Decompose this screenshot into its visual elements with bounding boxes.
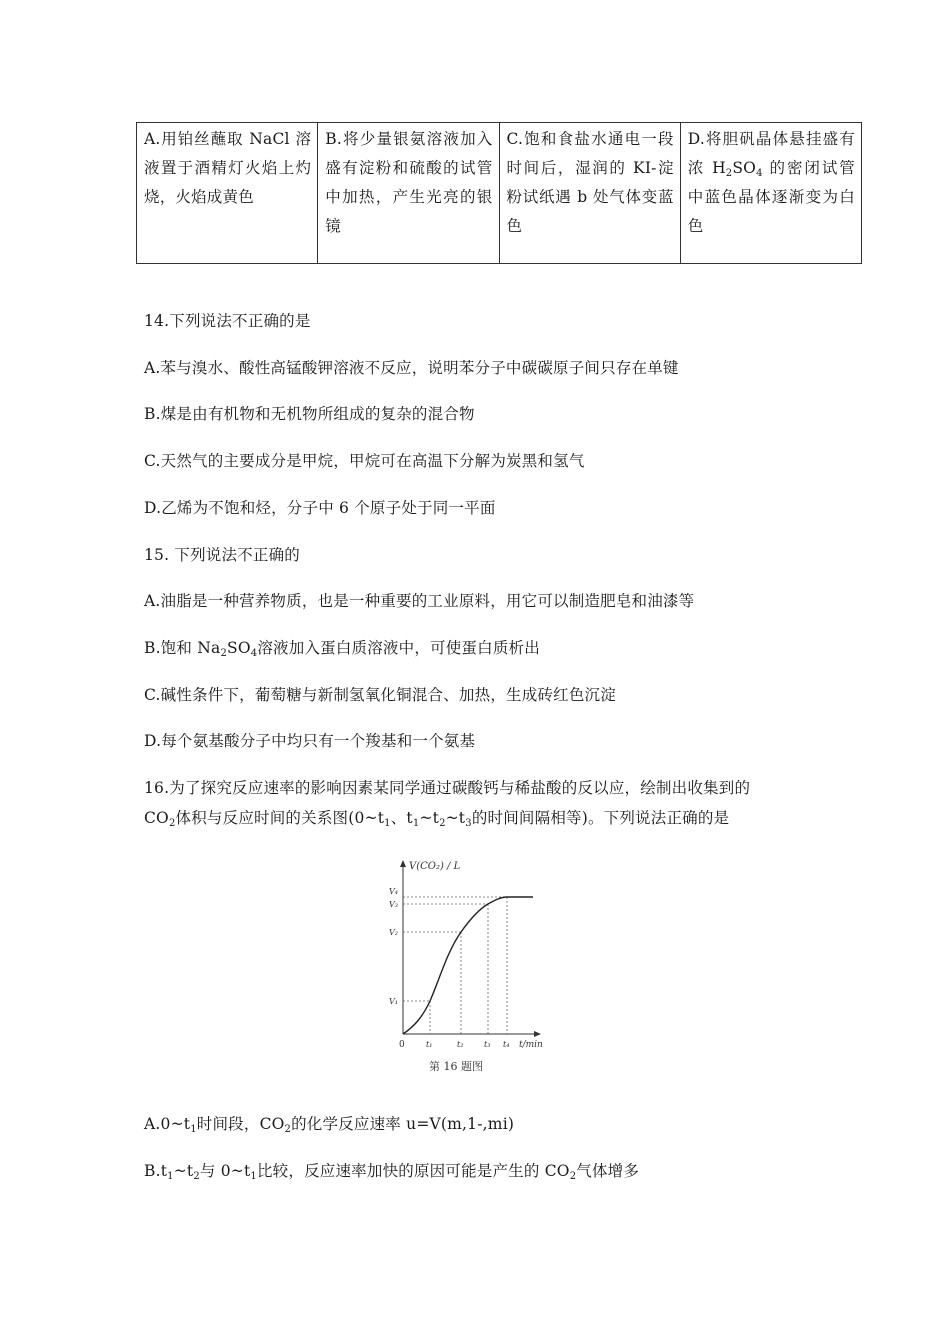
y-axis-arrow: [400, 860, 406, 867]
q14-option-b: B.煤是由有机物和无机物所组成的复杂的混合物: [144, 405, 475, 423]
q16-stem-line2: [144, 806, 729, 828]
text-run: A.0~t: [144, 1115, 191, 1133]
text-run: 的时间间隔相等)。下列说法正确的是: [471, 809, 730, 827]
q14-stem: 14.下列说法不正确的是: [144, 312, 311, 330]
guide-lines: [403, 897, 507, 1034]
subscript: 1: [190, 1124, 197, 1135]
q14-option-d: D.乙烯为不饱和烃，分子中 6 个原子处于同一平面: [144, 499, 496, 517]
q15-option-c: C.碱性条件下，葡萄糖与新制氢氧化铜混合、加热，生成砖红色沉淀: [144, 686, 616, 704]
text-run: 、t: [390, 809, 413, 827]
text-run: ~t: [173, 1162, 194, 1180]
option-text: SO: [732, 159, 757, 177]
text-run: 气体增多: [576, 1162, 640, 1180]
subscript: 1: [250, 1171, 257, 1182]
figure-caption: 第 16 题图: [429, 1060, 483, 1073]
option-text: 的密闭试管中蓝色晶体逐渐变为白色: [687, 159, 855, 235]
subscript: 1: [412, 818, 420, 829]
q14-option-c: C.天然气的主要成分是甲烷，甲烷可在高温下分解为炭黑和氢气: [144, 452, 585, 470]
subscript: 1: [167, 1171, 174, 1182]
subscript: 2: [439, 818, 446, 829]
text-run: SO: [227, 639, 251, 657]
q16-option-b: [144, 1159, 639, 1181]
option-text: 饱和食盐水通电一段时间后，湿润的 KI-淀粉试纸遇 b 处气体变蓝色: [506, 130, 674, 235]
q16-stem-line1: 16.为了探究反应速率的影响因素某同学通过碳酸钙与稀盐酸的反以应，绘制出收集到的: [144, 779, 751, 797]
q15-option-b: [144, 636, 540, 658]
subscript: 2: [569, 1171, 577, 1182]
text-run: B.饱和 Na: [144, 639, 221, 657]
y-tick-v1: V₁: [389, 997, 398, 1006]
text-run: 与 0~t: [199, 1162, 251, 1180]
option-label: B.: [325, 130, 342, 148]
origin-label: 0: [399, 1040, 405, 1050]
options-table: [136, 122, 862, 264]
subscript: 2: [220, 648, 228, 659]
volume-curve: [403, 897, 533, 1034]
text-run: 体积与反应时间的关系图(0~t: [175, 809, 385, 827]
option-label: C.: [506, 130, 524, 148]
subscript: 2: [193, 1171, 200, 1182]
q15-stem: 15. 下列说法不正确的: [144, 546, 300, 564]
option-text: 将胆矾晶体悬挂盛有浓 H: [687, 130, 855, 177]
x-tick-t1: t₁: [426, 1040, 433, 1049]
x-tick-t4: t₄: [503, 1040, 510, 1049]
x-tick-t2: t₂: [457, 1040, 464, 1049]
q14-option-a: A.苯与溴水、酸性高锰酸钾溶液不反应，说明苯分子中碳碳原子间只存在单键: [144, 359, 679, 377]
text-run: 的化学反应速率 u=V(m,1-,mi): [291, 1115, 515, 1133]
option-label: A.: [144, 130, 161, 148]
subscript: 2: [284, 1124, 292, 1135]
text-run: ~t: [445, 809, 466, 827]
option-cell-c: [499, 123, 680, 264]
text-run: ~t: [419, 809, 440, 827]
text-run: 比较，反应速率加快的原因可能是产生的 CO: [256, 1162, 570, 1180]
text-run: B.t: [144, 1162, 168, 1180]
subscript: 4: [756, 168, 763, 179]
y-tick-v3: V₃: [389, 900, 398, 909]
option-cell-a: [137, 123, 318, 264]
text-run: 时间段，CO: [196, 1115, 285, 1133]
subscript: 2: [725, 168, 733, 179]
option-text: 将少量银氨溶液加入盛有淀粉和硫酸的试管中加热，产生光亮的银镜: [325, 130, 493, 235]
subscript: 4: [250, 648, 258, 659]
y-tick-v4: V₄: [389, 887, 398, 896]
x-axis-arrow: [534, 1031, 541, 1037]
option-cell-b: [318, 123, 499, 264]
text-run: CO: [144, 809, 169, 827]
x-axis-label: t/min: [519, 1040, 543, 1050]
subscript: 1: [384, 818, 391, 829]
option-text: 用铂丝蘸取 NaCl 溶液置于酒精灯火焰上灼烧，火焰成黄色: [144, 130, 312, 206]
text-run: 溶液加入蛋白质溶液中，可使蛋白质析出: [257, 639, 540, 657]
q16-figure: [385, 856, 550, 1086]
option-label: D.: [687, 130, 705, 148]
x-tick-t3: t₃: [484, 1040, 491, 1049]
q16-option-a: [144, 1112, 514, 1134]
y-axis-label: V(CO₂) / L: [409, 861, 461, 872]
q15-option-a: A.油脂是一种营养物质，也是一种重要的工业原料，用它可以制造肥皂和油漆等: [144, 592, 695, 610]
q15-option-d: D.每个氨基酸分子中均只有一个羧基和一个氨基: [144, 732, 476, 750]
y-tick-v2: V₂: [389, 928, 398, 937]
subscript: 3: [465, 818, 472, 829]
subscript: 2: [168, 818, 176, 829]
option-cell-d: [680, 123, 861, 264]
